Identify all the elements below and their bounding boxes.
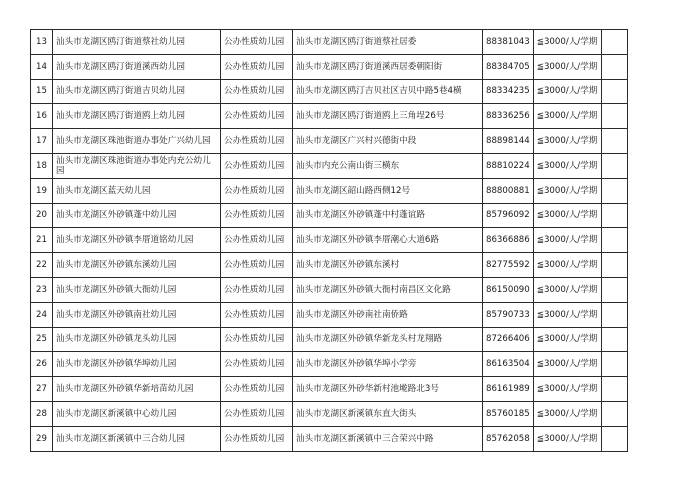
kindergarten-phone: 85762058: [483, 426, 534, 451]
kindergarten-address: 汕头市龙湖区韶山路西侧12号: [293, 178, 483, 203]
kindergarten-address: 汕头市龙湖区新溪镇东直大街头: [293, 401, 483, 426]
kindergarten-phone: 86150090: [483, 277, 534, 302]
kindergarten-phone: 88336256: [483, 104, 534, 129]
kindergarten-fee: ≦3000/人/学期: [533, 401, 601, 426]
remarks-cell: [601, 153, 627, 178]
row-number: 26: [31, 352, 53, 377]
kindergarten-name: 汕头市龙湖区珠池街道办事处内充公幼儿园: [53, 153, 221, 178]
remarks-cell: [601, 104, 627, 129]
kindergarten-name: 汕头市龙湖区外砂镇华埠幼儿园: [53, 352, 221, 377]
kindergarten-fee: ≦3000/人/学期: [533, 352, 601, 377]
kindergarten-phone: 88384705: [483, 54, 534, 79]
table-row: [31, 178, 628, 203]
kindergarten-address: 汕头市龙湖区鸥汀街道蔡社居委: [293, 30, 483, 55]
kindergarten-address: 汕头市龙湖区鸥汀吉贝社区吉贝中路5巷4横: [293, 79, 483, 104]
table-row: [31, 30, 628, 55]
kindergarten-phone: 88810224: [483, 153, 534, 178]
row-number: 13: [31, 30, 53, 55]
kindergarten-type: 公办性质幼儿园: [221, 79, 293, 104]
kindergarten-address: 汕头市龙湖区新溪镇中三合荣兴中路: [293, 426, 483, 451]
table-row: [31, 302, 628, 327]
kindergarten-type: 公办性质幼儿园: [221, 401, 293, 426]
table-row: [31, 327, 628, 352]
table-row: [31, 253, 628, 278]
row-number: 21: [31, 228, 53, 253]
table-row: [31, 228, 628, 253]
remarks-cell: [601, 54, 627, 79]
kindergarten-name: 汕头市龙湖区鸥汀街道蔡社幼儿园: [53, 30, 221, 55]
kindergarten-name: 汕头市龙湖区新溪镇中三合幼儿园: [53, 426, 221, 451]
kindergarten-address: 汕头市龙湖区鸥汀街道鸥上三角埕26号: [293, 104, 483, 129]
kindergarten-type: 公办性质幼儿园: [221, 377, 293, 402]
remarks-cell: [601, 401, 627, 426]
kindergarten-name: 汕头市龙湖区鸥汀街道溪西幼儿园: [53, 54, 221, 79]
kindergarten-fee: ≦3000/人/学期: [533, 203, 601, 228]
table-row: [31, 203, 628, 228]
kindergarten-type: 公办性质幼儿园: [221, 153, 293, 178]
kindergarten-address: 汕头市龙湖区外砂镇大衙村南昌区文化路: [293, 277, 483, 302]
kindergarten-phone: 86366886: [483, 228, 534, 253]
kindergarten-name: 汕头市龙湖区外砂镇大衙幼儿园: [53, 277, 221, 302]
kindergarten-fee: ≦3000/人/学期: [533, 54, 601, 79]
kindergarten-phone: 88334235: [483, 79, 534, 104]
remarks-cell: [601, 352, 627, 377]
kindergarten-type: 公办性质幼儿园: [221, 129, 293, 154]
table-row: [31, 377, 628, 402]
kindergarten-name: 汕头市龙湖区新溪镇中心幼儿园: [53, 401, 221, 426]
kindergarten-address: 汕头市龙湖区外砂镇东溪村: [293, 253, 483, 278]
kindergarten-name: 汕头市龙湖区外砂镇南社幼儿园: [53, 302, 221, 327]
row-number: 25: [31, 327, 53, 352]
kindergarten-type: 公办性质幼儿园: [221, 228, 293, 253]
kindergarten-address: 汕头市龙湖区外砂镇蓬中村蓬谊路: [293, 203, 483, 228]
row-number: 22: [31, 253, 53, 278]
kindergarten-phone: 88800881: [483, 178, 534, 203]
kindergarten-type: 公办性质幼儿园: [221, 302, 293, 327]
table-row: [31, 153, 628, 178]
kindergarten-fee: ≦3000/人/学期: [533, 153, 601, 178]
remarks-cell: [601, 302, 627, 327]
kindergarten-fee: ≦3000/人/学期: [533, 228, 601, 253]
kindergarten-phone: 85760185: [483, 401, 534, 426]
row-number: 23: [31, 277, 53, 302]
remarks-cell: [601, 178, 627, 203]
table-row: [31, 54, 628, 79]
kindergarten-name: 汕头市龙湖区外砂镇龙头幼儿园: [53, 327, 221, 352]
row-number: 29: [31, 426, 53, 451]
kindergarten-phone: 85796092: [483, 203, 534, 228]
kindergarten-type: 公办性质幼儿园: [221, 30, 293, 55]
kindergarten-type: 公办性质幼儿园: [221, 253, 293, 278]
kindergarten-type: 公办性质幼儿园: [221, 178, 293, 203]
kindergarten-name: 汕头市龙湖区鸥汀街道吉贝幼儿园: [53, 79, 221, 104]
row-number: 27: [31, 377, 53, 402]
remarks-cell: [601, 277, 627, 302]
kindergarten-fee: ≦3000/人/学期: [533, 104, 601, 129]
kindergarten-type: 公办性质幼儿园: [221, 54, 293, 79]
row-number: 15: [31, 79, 53, 104]
remarks-cell: [601, 426, 627, 451]
row-number: 16: [31, 104, 53, 129]
table-row: [31, 352, 628, 377]
remarks-cell: [601, 79, 627, 104]
row-number: 17: [31, 129, 53, 154]
remarks-cell: [601, 377, 627, 402]
kindergarten-table: [30, 29, 628, 452]
kindergarten-phone: 86163504: [483, 352, 534, 377]
kindergarten-fee: ≦3000/人/学期: [533, 129, 601, 154]
remarks-cell: [601, 327, 627, 352]
kindergarten-fee: ≦3000/人/学期: [533, 253, 601, 278]
kindergarten-phone: 88381043: [483, 30, 534, 55]
remarks-cell: [601, 30, 627, 55]
kindergarten-type: 公办性质幼儿园: [221, 352, 293, 377]
kindergarten-phone: 82775592: [483, 253, 534, 278]
table-row: [31, 79, 628, 104]
kindergarten-fee: ≦3000/人/学期: [533, 277, 601, 302]
table-body: [31, 30, 628, 452]
kindergarten-address: 汕头市内充公南山街三横东: [293, 153, 483, 178]
kindergarten-name: 汕头市龙湖区鸥汀街道鸥上幼儿园: [53, 104, 221, 129]
kindergarten-fee: ≦3000/人/学期: [533, 178, 601, 203]
table-row: [31, 401, 628, 426]
row-number: 20: [31, 203, 53, 228]
kindergarten-name: 汕头市龙湖区外砂镇东溪幼儿园: [53, 253, 221, 278]
remarks-cell: [601, 129, 627, 154]
kindergarten-fee: ≦3000/人/学期: [533, 377, 601, 402]
kindergarten-fee: ≦3000/人/学期: [533, 79, 601, 104]
row-number: 28: [31, 401, 53, 426]
kindergarten-fee: ≦3000/人/学期: [533, 426, 601, 451]
kindergarten-type: 公办性质幼儿园: [221, 104, 293, 129]
row-number: 19: [31, 178, 53, 203]
kindergarten-phone: 87266406: [483, 327, 534, 352]
kindergarten-name: 汕头市龙湖区珠池街道办事处广兴幼儿园: [53, 129, 221, 154]
remarks-cell: [601, 228, 627, 253]
row-number: 18: [31, 153, 53, 178]
kindergarten-name: 汕头市龙湖区外砂镇李厝道铭幼儿园: [53, 228, 221, 253]
table-row: [31, 129, 628, 154]
kindergarten-type: 公办性质幼儿园: [221, 327, 293, 352]
kindergarten-address: 汕头市龙湖区外砂镇华新龙头村龙翔路: [293, 327, 483, 352]
kindergarten-fee: ≦3000/人/学期: [533, 327, 601, 352]
row-number: 24: [31, 302, 53, 327]
kindergarten-name: 汕头市龙湖区蓝天幼儿园: [53, 178, 221, 203]
kindergarten-address: 汕头市龙湖区外砂镇华埠小学旁: [293, 352, 483, 377]
kindergarten-name: 汕头市龙湖区外砂镇华新培苗幼儿园: [53, 377, 221, 402]
kindergarten-type: 公办性质幼儿园: [221, 277, 293, 302]
remarks-cell: [601, 203, 627, 228]
kindergarten-type: 公办性质幼儿园: [221, 203, 293, 228]
kindergarten-fee: ≦3000/人/学期: [533, 302, 601, 327]
kindergarten-address: 汕头市龙湖区鸥汀街道溪西居委朝阳街: [293, 54, 483, 79]
kindergarten-phone: 85790733: [483, 302, 534, 327]
table-row: [31, 104, 628, 129]
kindergarten-name: 汕头市龙湖区外砂镇蓬中幼儿园: [53, 203, 221, 228]
table-row: [31, 426, 628, 451]
remarks-cell: [601, 253, 627, 278]
kindergarten-address: 汕头市龙湖区外砂华新村池墘路北3号: [293, 377, 483, 402]
kindergarten-address: 汕头市龙湖区外砂镇李厝潮心大道6路: [293, 228, 483, 253]
kindergarten-fee: ≦3000/人/学期: [533, 30, 601, 55]
kindergarten-address: 汕头市龙湖区广兴村兴德街中段: [293, 129, 483, 154]
kindergarten-address: 汕头市龙湖区外砂南社南侨路: [293, 302, 483, 327]
kindergarten-type: 公办性质幼儿园: [221, 426, 293, 451]
row-number: 14: [31, 54, 53, 79]
kindergarten-phone: 88898144: [483, 129, 534, 154]
table-row: [31, 277, 628, 302]
kindergarten-phone: 86161989: [483, 377, 534, 402]
